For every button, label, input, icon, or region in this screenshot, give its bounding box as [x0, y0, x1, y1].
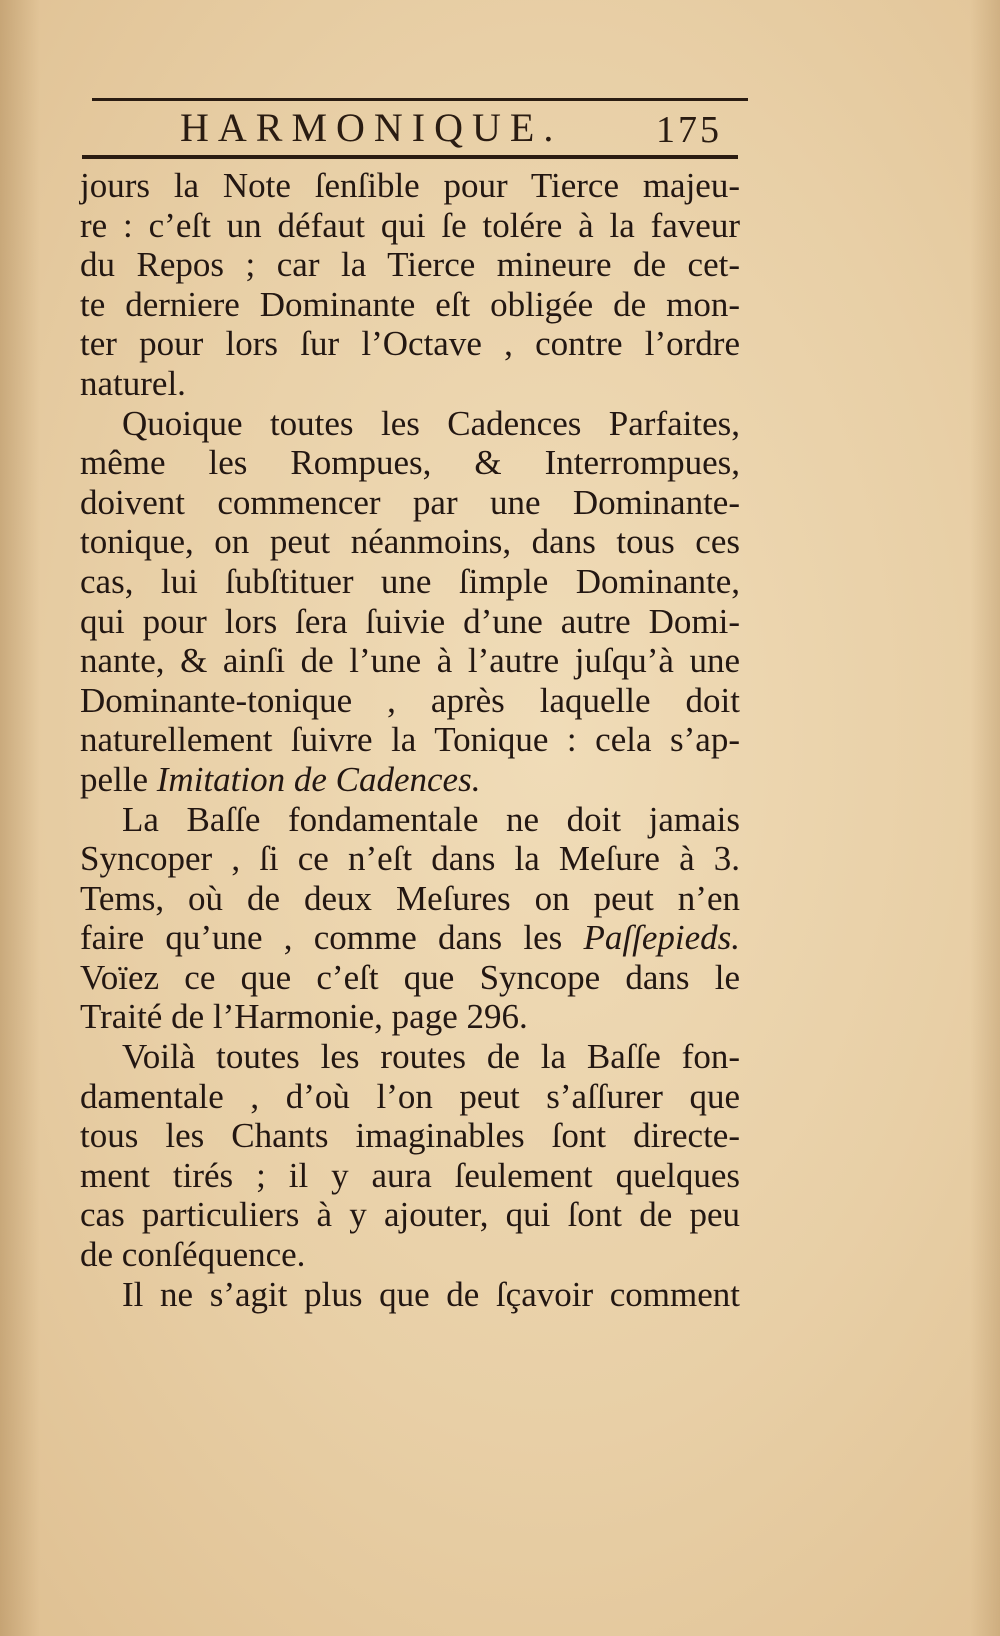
header-rule-bottom [82, 155, 738, 159]
text-line: cas, lui ſubſtituer une ſimple Dominante, [80, 561, 740, 601]
text-segment: faire qu’une , comme dans les [80, 918, 563, 958]
text-line: qui pour lors ſera ſuivie d’une autre Domi- [80, 601, 740, 641]
text-line: Syncoper , ſi ce n’eſt dans la Meſure à 3. [80, 839, 740, 879]
italic-term: Paſſepieds. [583, 918, 740, 958]
text-line: même les Rompues, & Interrompues, [80, 443, 740, 483]
text-line: naturel. [80, 363, 186, 403]
paragraph-first-line: Quoique toutes les Cadences Parfaites, [122, 403, 740, 443]
text-line: cas particuliers à y ajouter, qui ſont de peu [80, 1195, 740, 1235]
text-line: te derniere Dominante eſt obligée de mon- [80, 284, 740, 324]
text-line: de conſéquence. [80, 1235, 306, 1275]
paragraph-first-line: Il ne s’agit plus que de ſçavoir comment [122, 1274, 740, 1314]
text-line: ter pour lors ſur l’Octave , contre l’ordre [80, 324, 740, 364]
text-line: naturellement ſuivre la Tonique : cela s’ap- [80, 720, 740, 760]
text-line: nante, & ainſi de l’une à l’autre juſqu’à une [80, 641, 740, 681]
text-line: tous les Chants imaginables ſont directe- [80, 1116, 740, 1156]
text-line: tonique, on peut néanmoins, dans tous ces [80, 522, 740, 562]
text-line [80, 918, 740, 958]
text-segment: pelle [80, 759, 149, 799]
text-line: ment tirés ; il y aura ſeulement quelques [80, 1155, 740, 1195]
header-rule-top [92, 98, 748, 101]
body-text [80, 166, 740, 1314]
paragraph-first-line: Voilà toutes les routes de la Baſſe fon- [122, 1037, 740, 1077]
page-number: 175 [656, 109, 722, 151]
text-line [80, 760, 740, 800]
text-line: Traité de l’Harmonie, page 296. [80, 997, 528, 1037]
text-line: Tems, où de deux Meſures on peut n’en [80, 878, 740, 918]
running-head: HARMONIQUE. [180, 105, 563, 150]
text-line: du Repos ; car la Tierce mineure de cet- [80, 245, 740, 285]
italic-term: Imitation de Cadences. [156, 759, 481, 799]
text-line: damentale , d’où l’on peut s’aſſurer que [80, 1076, 740, 1116]
paragraph-first-line: La Baſſe fondamentale ne doit jamais [122, 799, 740, 839]
text-line: Voïez ce que c’eſt que Syncope dans le [80, 957, 740, 997]
text-line: Dominante-tonique , après laquelle doit [80, 680, 740, 720]
text-line: re : c’eſt un défaut qui ſe tolére à la faveur [80, 205, 740, 245]
text-line: jours la Note ſenſible pour Tierce majeu- [80, 166, 740, 205]
text-line: doivent commencer par une Dominante- [80, 482, 740, 522]
